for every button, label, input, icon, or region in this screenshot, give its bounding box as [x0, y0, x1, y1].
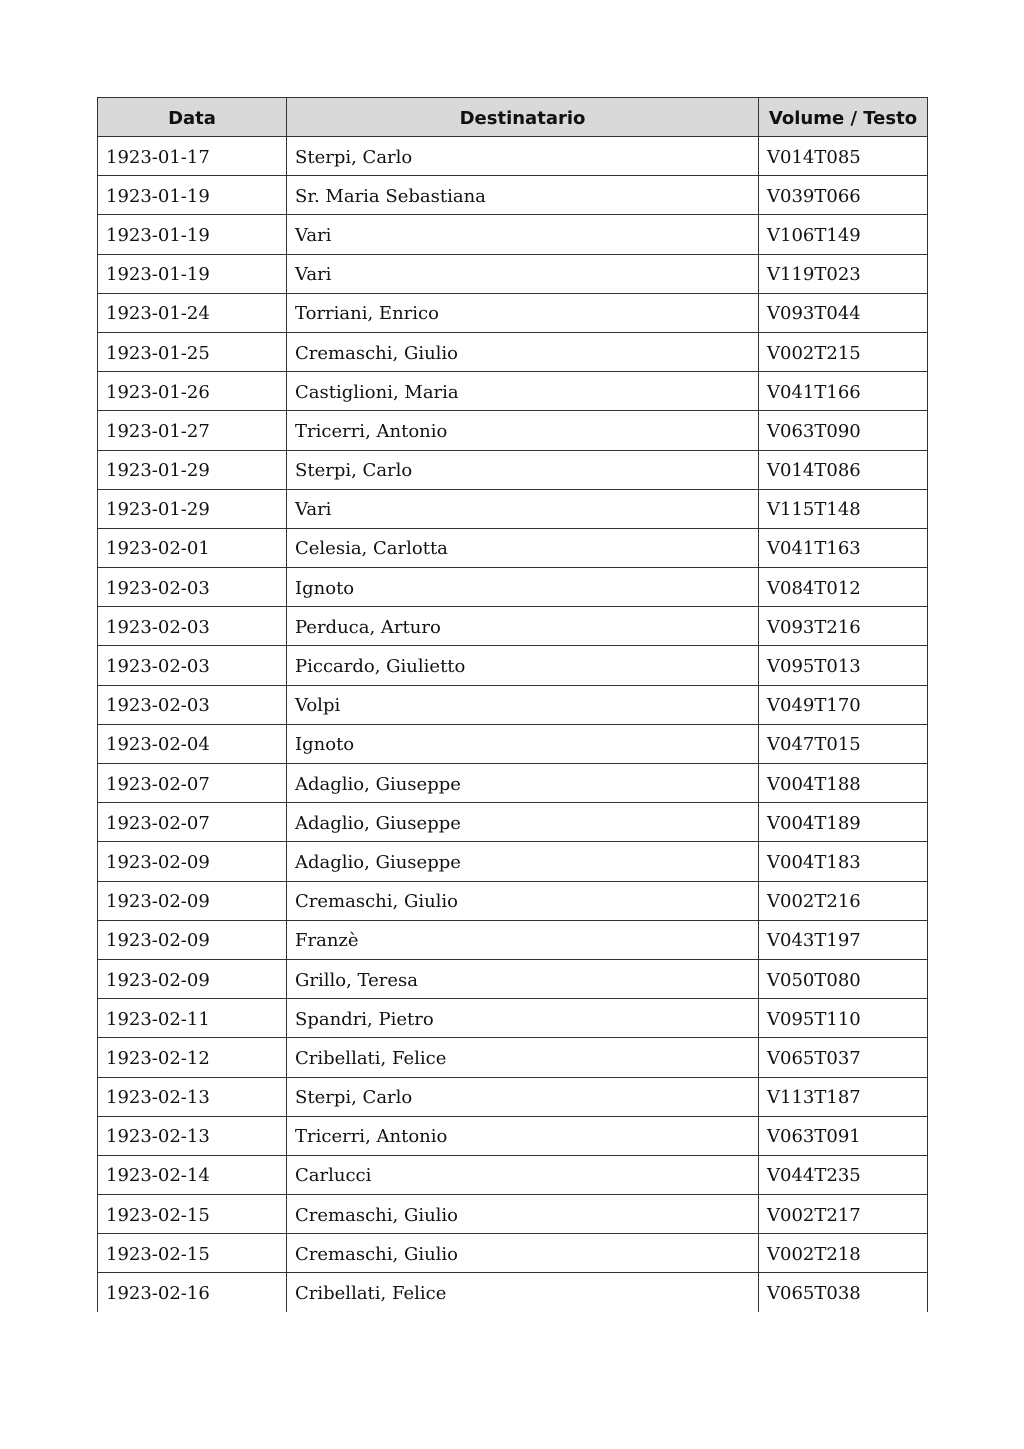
table-row — [98, 528, 928, 567]
header-row — [98, 98, 928, 137]
cell-date: 1923-02-03 — [98, 646, 287, 685]
table-row — [98, 803, 928, 842]
cell-date: 1923-02-07 — [98, 803, 287, 842]
cell-recipient: Ignoto — [287, 568, 759, 607]
cell-volume-text: V119T023 — [759, 254, 928, 293]
letters-table — [97, 97, 928, 1312]
table-row — [98, 685, 928, 724]
table-row — [98, 137, 928, 176]
header-recipient: Destinatario — [287, 98, 759, 137]
cell-volume-text: V002T215 — [759, 332, 928, 371]
cell-volume-text: V084T012 — [759, 568, 928, 607]
cell-date: 1923-02-09 — [98, 959, 287, 998]
cell-volume-text: V004T183 — [759, 842, 928, 881]
table-row — [98, 1273, 928, 1312]
cell-recipient: Cremaschi, Giulio — [287, 1234, 759, 1273]
cell-date: 1923-01-19 — [98, 215, 287, 254]
cell-recipient: Adaglio, Giuseppe — [287, 764, 759, 803]
table-row — [98, 489, 928, 528]
cell-volume-text: V113T187 — [759, 1077, 928, 1116]
table-row — [98, 724, 928, 763]
cell-date: 1923-01-27 — [98, 411, 287, 450]
table-row — [98, 1195, 928, 1234]
cell-volume-text: V065T038 — [759, 1273, 928, 1312]
table-row — [98, 1155, 928, 1194]
table-row — [98, 1234, 928, 1273]
cell-recipient: Cremaschi, Giulio — [287, 1195, 759, 1234]
cell-volume-text: V004T189 — [759, 803, 928, 842]
header-volume-text: Volume / Testo — [759, 98, 928, 137]
cell-recipient: Carlucci — [287, 1155, 759, 1194]
cell-volume-text: V065T037 — [759, 1038, 928, 1077]
cell-recipient: Castiglioni, Maria — [287, 372, 759, 411]
cell-recipient: Ignoto — [287, 724, 759, 763]
table-row — [98, 999, 928, 1038]
cell-volume-text: V002T217 — [759, 1195, 928, 1234]
cell-volume-text: V050T080 — [759, 959, 928, 998]
table-row — [98, 372, 928, 411]
cell-date: 1923-01-29 — [98, 450, 287, 489]
cell-date: 1923-02-09 — [98, 842, 287, 881]
cell-volume-text: V044T235 — [759, 1155, 928, 1194]
table-row — [98, 764, 928, 803]
cell-volume-text: V041T163 — [759, 528, 928, 567]
cell-volume-text: V002T216 — [759, 881, 928, 920]
cell-volume-text: V039T066 — [759, 176, 928, 215]
cell-volume-text: V049T170 — [759, 685, 928, 724]
cell-volume-text: V014T086 — [759, 450, 928, 489]
cell-recipient: Cribellati, Felice — [287, 1038, 759, 1077]
header-date: Data — [98, 98, 287, 137]
cell-date: 1923-01-19 — [98, 176, 287, 215]
cell-recipient: Cribellati, Felice — [287, 1273, 759, 1312]
cell-recipient: Sterpi, Carlo — [287, 450, 759, 489]
cell-date: 1923-01-24 — [98, 293, 287, 332]
cell-date: 1923-01-29 — [98, 489, 287, 528]
cell-date: 1923-02-13 — [98, 1077, 287, 1116]
cell-volume-text: V047T015 — [759, 724, 928, 763]
cell-recipient: Cremaschi, Giulio — [287, 881, 759, 920]
cell-volume-text: V014T085 — [759, 137, 928, 176]
table-row — [98, 332, 928, 371]
cell-volume-text: V093T216 — [759, 607, 928, 646]
cell-date: 1923-02-07 — [98, 764, 287, 803]
cell-date: 1923-02-16 — [98, 1273, 287, 1312]
table-row — [98, 293, 928, 332]
cell-recipient: Adaglio, Giuseppe — [287, 842, 759, 881]
table-row — [98, 254, 928, 293]
cell-recipient: Tricerri, Antonio — [287, 1116, 759, 1155]
cell-volume-text: V063T090 — [759, 411, 928, 450]
cell-recipient: Tricerri, Antonio — [287, 411, 759, 450]
cell-volume-text: V004T188 — [759, 764, 928, 803]
cell-date: 1923-02-14 — [98, 1155, 287, 1194]
cell-date: 1923-02-01 — [98, 528, 287, 567]
cell-recipient: Grillo, Teresa — [287, 959, 759, 998]
table-row — [98, 607, 928, 646]
cell-date: 1923-02-12 — [98, 1038, 287, 1077]
cell-recipient: Vari — [287, 254, 759, 293]
cell-date: 1923-02-04 — [98, 724, 287, 763]
cell-volume-text: V002T218 — [759, 1234, 928, 1273]
cell-recipient: Vari — [287, 489, 759, 528]
cell-date: 1923-01-26 — [98, 372, 287, 411]
table-header — [98, 98, 928, 137]
cell-recipient: Cremaschi, Giulio — [287, 332, 759, 371]
cell-volume-text: V095T110 — [759, 999, 928, 1038]
cell-volume-text: V115T148 — [759, 489, 928, 528]
cell-date: 1923-01-17 — [98, 137, 287, 176]
cell-recipient: Sr. Maria Sebastiana — [287, 176, 759, 215]
table-row — [98, 920, 928, 959]
cell-recipient: Piccardo, Giulietto — [287, 646, 759, 685]
cell-date: 1923-02-03 — [98, 607, 287, 646]
table-row — [98, 842, 928, 881]
table-row — [98, 881, 928, 920]
cell-recipient: Adaglio, Giuseppe — [287, 803, 759, 842]
cell-volume-text: V093T044 — [759, 293, 928, 332]
cell-date: 1923-01-19 — [98, 254, 287, 293]
cell-recipient: Spandri, Pietro — [287, 999, 759, 1038]
cell-volume-text: V095T013 — [759, 646, 928, 685]
cell-date: 1923-02-11 — [98, 999, 287, 1038]
cell-volume-text: V043T197 — [759, 920, 928, 959]
cell-recipient: Sterpi, Carlo — [287, 1077, 759, 1116]
cell-recipient: Sterpi, Carlo — [287, 137, 759, 176]
cell-date: 1923-02-09 — [98, 920, 287, 959]
cell-volume-text: V106T149 — [759, 215, 928, 254]
table-row — [98, 1077, 928, 1116]
table-row — [98, 959, 928, 998]
cell-recipient: Torriani, Enrico — [287, 293, 759, 332]
cell-recipient: Franzè — [287, 920, 759, 959]
table-row — [98, 1038, 928, 1077]
cell-recipient: Celesia, Carlotta — [287, 528, 759, 567]
table-row — [98, 1116, 928, 1155]
cell-volume-text: V041T166 — [759, 372, 928, 411]
table-row — [98, 646, 928, 685]
cell-volume-text: V063T091 — [759, 1116, 928, 1155]
cell-recipient: Vari — [287, 215, 759, 254]
table-row — [98, 450, 928, 489]
table-row — [98, 568, 928, 607]
table-row — [98, 215, 928, 254]
cell-date: 1923-02-15 — [98, 1195, 287, 1234]
cell-recipient: Perduca, Arturo — [287, 607, 759, 646]
table-row — [98, 411, 928, 450]
cell-date: 1923-02-13 — [98, 1116, 287, 1155]
cell-date: 1923-02-09 — [98, 881, 287, 920]
cell-date: 1923-02-03 — [98, 685, 287, 724]
cell-date: 1923-02-15 — [98, 1234, 287, 1273]
cell-recipient: Volpi — [287, 685, 759, 724]
cell-date: 1923-02-03 — [98, 568, 287, 607]
table-body — [98, 137, 928, 1313]
table-row — [98, 176, 928, 215]
cell-date: 1923-01-25 — [98, 332, 287, 371]
